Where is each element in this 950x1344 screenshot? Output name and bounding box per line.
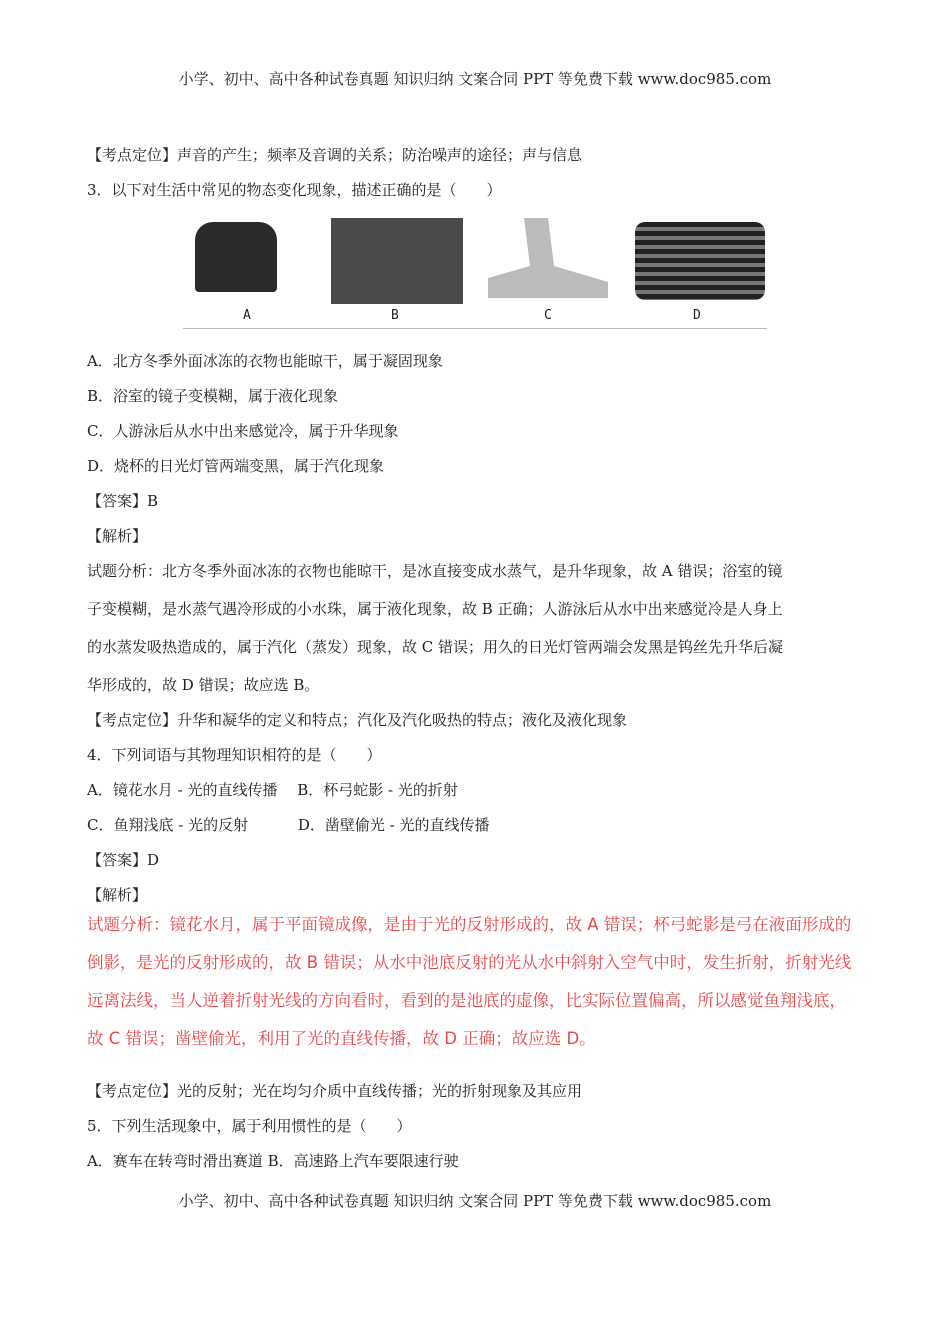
analysis-heading: 【解析】	[87, 527, 148, 545]
question-5: 5．下列生活现象中，属于利用惯性的是（ ）	[87, 1117, 412, 1135]
analysis-text: 试题分析：北方冬季外面冰冻的衣物也能晾干，是冰直接变成水蒸气，是升华现象，故 A 错误；浴室的镜	[87, 562, 783, 580]
analysis-text: 华形成的，故 D 错误；故应选 B。	[87, 676, 320, 694]
knowledge-point: 【考点定位】升华和凝华的定义和特点；汽化及汽化吸热的特点；液化及液化现象	[87, 711, 628, 729]
analysis-text: 子变模糊，是水蒸气遇冷形成的小水珠，属于液化现象，故 B 正确；人游泳后从水中出来感觉冷是人身上	[87, 600, 783, 618]
options-cd: C．鱼翔浅底 - 光的反射 D．凿壁偷光 - 光的直线传播	[87, 816, 490, 834]
analysis-heading: 【解析】	[87, 886, 148, 904]
analysis-text: 的水蒸发吸热造成的，属于汽化（蒸发）现象，故 C 错误；用久的日光灯管两端会发黑是钨丝先升华后凝	[87, 638, 784, 656]
question-4: 4．下列词语与其物理知识相符的是（ ）	[87, 746, 382, 764]
analysis-text-red: 试题分析：镜花水月，属于平面镜成像，是由于光的反射形成的，故 A 错误；杯弓蛇影是弓在液面形成的	[87, 915, 852, 934]
analysis-text-red: 远离法线，当人逆着折射光线的方向看时，看到的是池底的虚像，比实际位置偏高，所以感觉鱼翔浅底，	[87, 991, 846, 1010]
answer: 【答案】D	[87, 851, 160, 869]
options-ab: A．镜花水月 - 光的直线传播 B．杯弓蛇影 - 光的折射	[87, 781, 458, 799]
page-header: 小学、初中、高中各种试卷真题 知识归纳 文案合同 PPT 等免费下载 www.doc985.com	[178, 70, 772, 88]
question-3-figure	[183, 214, 767, 329]
figure-a-sweater: A	[195, 218, 277, 292]
answer: 【答案】B	[87, 492, 159, 510]
text-line: 【考点定位】声音的产生；频率及音调的关系；防治噪声的途径；声与信息	[87, 146, 583, 164]
analysis-text-red: 故 C 错误；凿壁偷光，利用了光的直线传播，故 D 正确；故应选 D。	[87, 1029, 596, 1048]
options-ab: A．赛车在转弯时滑出赛道 B．高速路上汽车要限速行驶	[87, 1152, 459, 1170]
page-footer: 小学、初中、高中各种试卷真题 知识归纳 文案合同 PPT 等免费下载 www.doc985.com	[178, 1192, 772, 1210]
question-3: 3．以下对生活中常见的物态变化现象，描述正确的是（ ）	[87, 181, 502, 199]
option-c: C．人游泳后从水中出来感觉冷，属于升华现象	[87, 422, 399, 440]
knowledge-point: 【考点定位】光的反射；光在均匀介质中直线传播；光的折射现象及其应用	[87, 1082, 583, 1100]
figure-b-mirror: B	[331, 218, 463, 304]
figure-c-swimmer: C	[488, 218, 608, 298]
figure-d-tube: D	[635, 218, 765, 300]
option-a: A．北方冬季外面冰冻的衣物也能晾干，属于凝固现象	[87, 352, 443, 370]
option-b: B．浴室的镜子变模糊，属于液化现象	[87, 387, 339, 405]
option-d: D．烧杯的日光灯管两端变黑，属于汽化现象	[87, 457, 385, 475]
analysis-text-red: 倒影，是光的反射形成的，故 B 错误；从水中池底反射的光从水中斜射入空气中时，发生折射，折射光线	[87, 953, 852, 972]
